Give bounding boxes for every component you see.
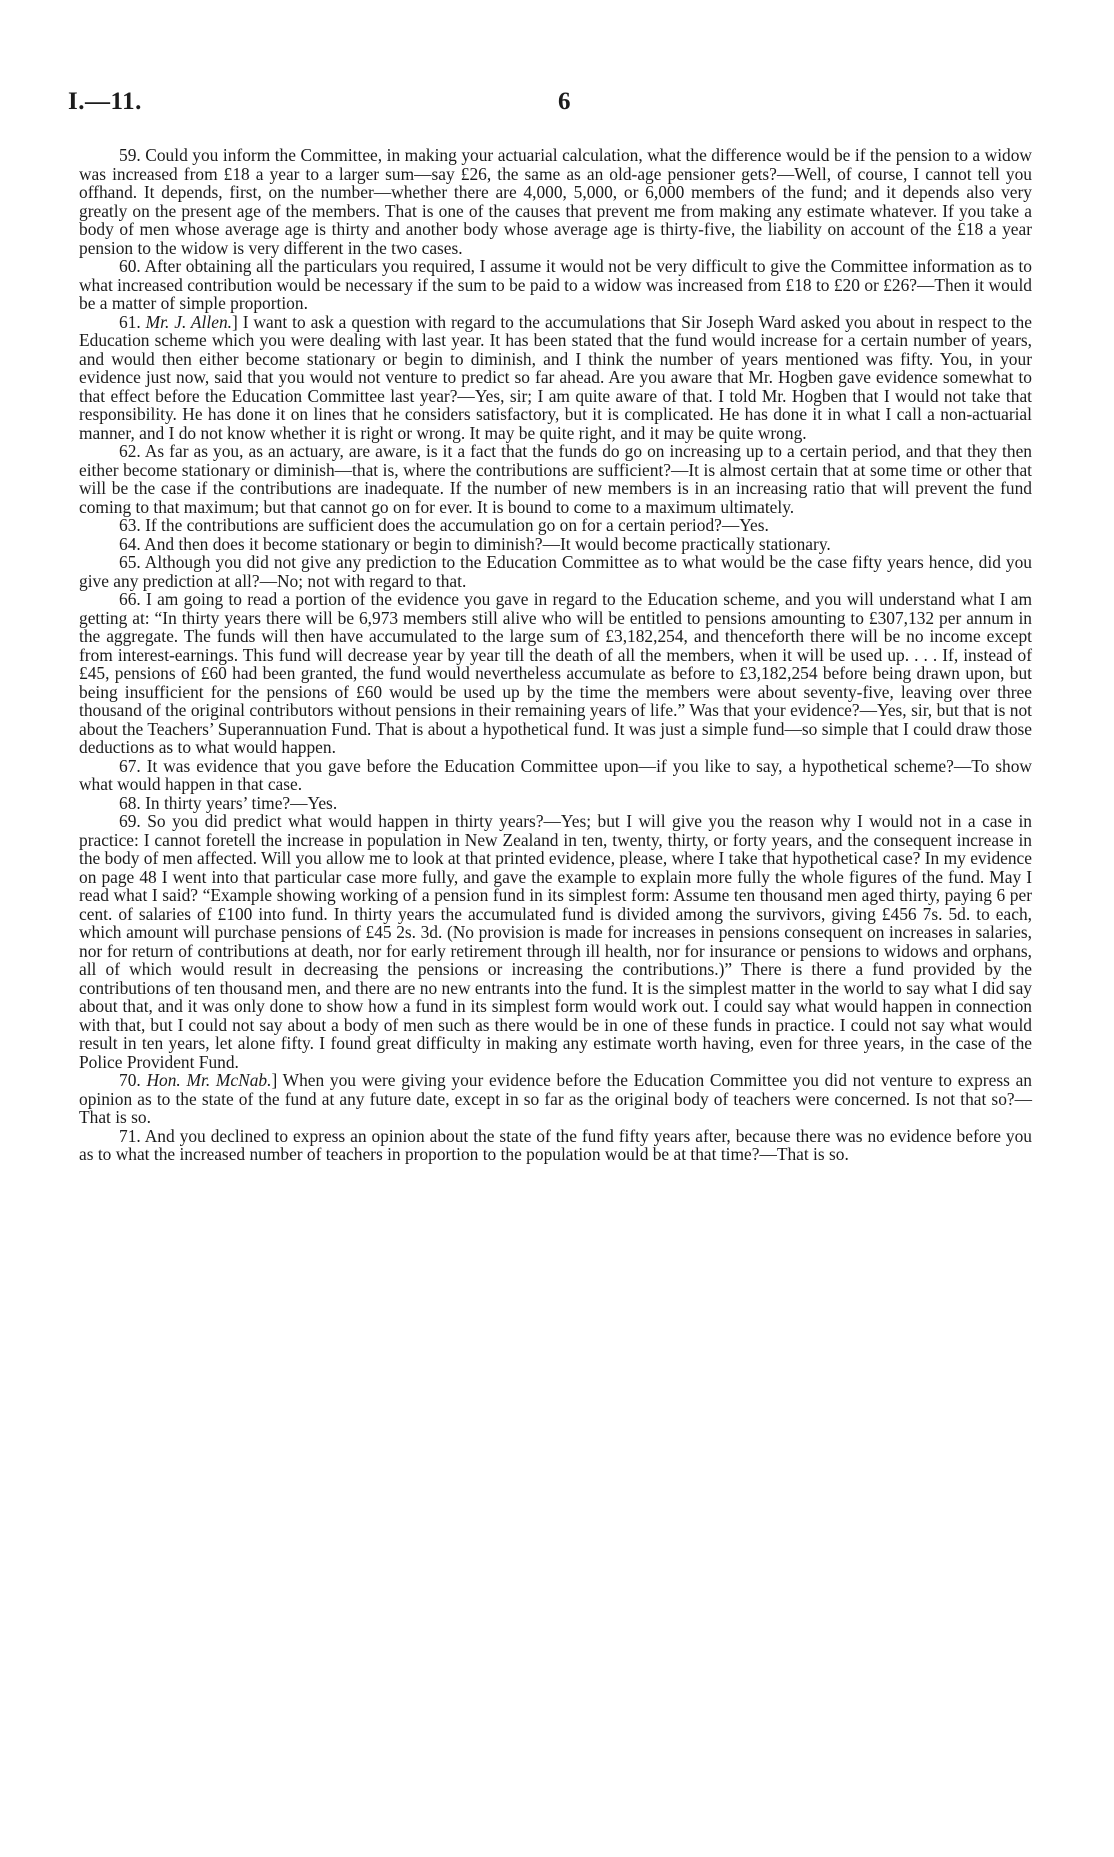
question-answer-text: If the contributions are sufficient does the accumulation go on for a certain period?—Yes. [145, 515, 769, 535]
question-paragraph [79, 1071, 1032, 1127]
question-number: 67. [119, 755, 141, 776]
document-reference: I.—11. [68, 88, 142, 115]
question-paragraph [79, 553, 1032, 590]
question-answer-text: In thirty years’ time?—Yes. [145, 792, 338, 813]
question-number: 65. [119, 552, 141, 572]
question-paragraph [79, 757, 1032, 794]
question-number: 66. [119, 589, 141, 609]
speaker-bracket: ] [231, 311, 238, 332]
question-answer-text: And you declined to express an opinion about the state of the fund fifty years after, because there was no evidence before you as to what the increased number of teachers in proportion to the population would be at that time?—That is so. [79, 1125, 1032, 1164]
question-paragraph [79, 146, 1032, 257]
question-number: 60. [119, 256, 141, 276]
speaker-name: Hon. Mr. McNab. [146, 1070, 272, 1090]
speaker-bracket: ] [271, 1070, 278, 1090]
question-paragraph [79, 535, 1032, 554]
question-answer-text: I want to ask a question with regard to the accumulations that Sir Joseph Ward asked you about in respect to the Education scheme which you were dealing with last year. It has been stated that the fund would increase for a certain number of years, and would then either become stationary or begin to diminish, and I think the number of years mentioned was fifty. You, in your evidence just now, said that you would not venture to predict so far ahead. Are you aware that Mr. Hogben gave evidence somewhat to that effect before the Education Committee last year?—Yes, sir; I am quite aware of that. I told Mr. Hogben that I would not take that responsibility. He has done it on lines that he considers satisfactory, but it is complicated. He has done it in what I call a non-actuarial manner, and I do not know whether it is right or wrong. It may be quite right, and it may be quite wrong. [79, 311, 1032, 443]
question-paragraph [79, 313, 1032, 443]
question-answer-text: I am going to read a portion of the evidence you gave in regard to the Education scheme, and you will understand what I am getting at: “In thirty years there will be 6,973 members still alive who will be entitled to pensions amounting to £307,132 per annum in the aggregate. The funds will then have accumulated to the large sum of £3,182,254, and thenceforth there will be no income except from interest-earnings. This fund will decrease year by year till the death of all the members, when it will be used up. . . . If, instead of £45, pensions of £60 had been granted, the fund would nevertheless accumulate as before to £3,182,254 before being drawn upon, but being insufficient for the pensions of £60 would be used up by the time the members were about seventy-five, leaving over three thousand of the original contributors without pensions in their remaining years of life.” Was that your evidence?—Yes, sir, but that is not about the Teachers’ Superannuation Fund. That is about a hypothetical fund. It was just a simple fund—so simple that I could draw those deductions as to what would happen. [79, 589, 1032, 757]
question-answer-text: When you were giving your evidence before the Education Committee you did not venture to express an opinion as to the state of the fund at any future date, except in so far as the original body of teachers were concerned. Is not that so?—That is so. [79, 1070, 1032, 1127]
question-answer-text: Could you inform the Committee, in making your actuarial calculation, what the difference would be if the pension to a widow was increased from £18 a year to a larger sum—say £26, the same as an old-age pensioner gets?—Well, of course, I cannot tell you offhand. It depends, first, on the number—whether there are 4,000, 5,000, or 6,000 members of the fund; and it depends also very greatly on the present age of the members. That is one of the causes that prevent me from making any estimate whatever. If you take a body of men whose average age is thirty and another body whose average age is thirty-five, the liability on account of the £18 a year pension to the widow is very different in the two cases. [79, 145, 1032, 258]
page-header [68, 88, 1043, 122]
question-answer-text: Although you did not give any prediction to the Education Committee as to what would be the case fifty years hence, did you give any prediction at all?—No; not with regard to that. [79, 552, 1032, 591]
question-number: 63. [119, 515, 141, 535]
question-answer-text: As far as you, as an actuary, are aware, is it a fact that the funds do go on increasing up to a certain period, and that they then either become stationary or diminish—that is, where the contributions are sufficient?—It is almost certain that at some time or other that will be the case if the contributions are inadequate. If the number of new members is in an increasing ratio that will prevent the fund coming to that maximum; but that cannot go on for ever. It is bound to come to a maximum ultimately. [79, 441, 1032, 517]
speaker-name: Mr. J. Allen. [145, 311, 232, 332]
question-answer-text: And then does it become stationary or begin to diminish?—It would become practically stationary. [144, 533, 831, 554]
question-number: 71. [119, 1125, 141, 1146]
question-paragraph [79, 794, 1032, 813]
evidence-body [79, 146, 1032, 1164]
question-answer-text: After obtaining all the particulars you required, I assume it would not be very difficult to give the Committee information as to what increased contribution would be necessary if the sum to be paid to a widow was increased from £18 to £20 or £26?—Then it would be a matter of simple proportion. [79, 256, 1033, 313]
question-paragraph [79, 257, 1032, 313]
question-paragraph [79, 442, 1032, 516]
question-paragraph [79, 812, 1032, 1071]
question-number: 62. [119, 441, 141, 461]
question-number: 59. [119, 145, 141, 165]
question-number: 70. [119, 1070, 141, 1090]
question-paragraph [79, 590, 1032, 757]
page-number: 6 [558, 88, 571, 115]
question-paragraph [79, 516, 1032, 535]
question-paragraph [79, 1127, 1032, 1164]
question-number: 68. [119, 792, 141, 813]
question-number: 64. [119, 533, 141, 554]
question-number: 61. [119, 311, 141, 332]
question-answer-text: It was evidence that you gave before the Education Committee upon—if you like to say, a hypothetical scheme?—To show what would happen in that case. [79, 755, 1032, 794]
question-answer-text: So you did predict what would happen in thirty years?—Yes; but I will give you the reason why I would not in a case in practice: I cannot foretell the increase in population in New Zealand in ten, twenty, thirty, or forty years, and the consequent increase in the body of men affected. Will you allow me to look at that printed evidence, please, where I take that hypothetical case? In my evidence on page 48 I went into that particular case more fully, and gave the example to explain more fully the whole figures of the fund. May I read what I said? “Example showing working of a pension fund in its simplest form: Assume ten thousand men aged thirty, paying 6 per cent. of salaries of £100 into fund. In thirty years the accumulated fund is divided among the survivors, giving £456 7s. 5d. to each, which amount will purchase pensions of £45 2s. 3d. (No provision is made for increases in pensions consequent on increases in salaries, nor for return of contributions at death, nor for early retirement through ill health, nor for insurance or pensions to widows and orphans, all of which would result in decreasing the pensions or increasing the contributions.)” There is there a fund provided by the contributions of ten thousand men, and there are no new entrants into the fund. It is the simplest matter in the world to say what I did say about that, and it was only done to show how a fund in its simplest form would work out. I could say what would happen in connection with that, but I could not say about a body of men such as there would be in one of these funds in practice. I could not say what would result in ten years, let alone fifty. I found great difficulty in making any estimate worth having, even for three years, in the case of the Police Provident Fund. [79, 811, 1032, 1072]
question-number: 69. [119, 811, 141, 831]
